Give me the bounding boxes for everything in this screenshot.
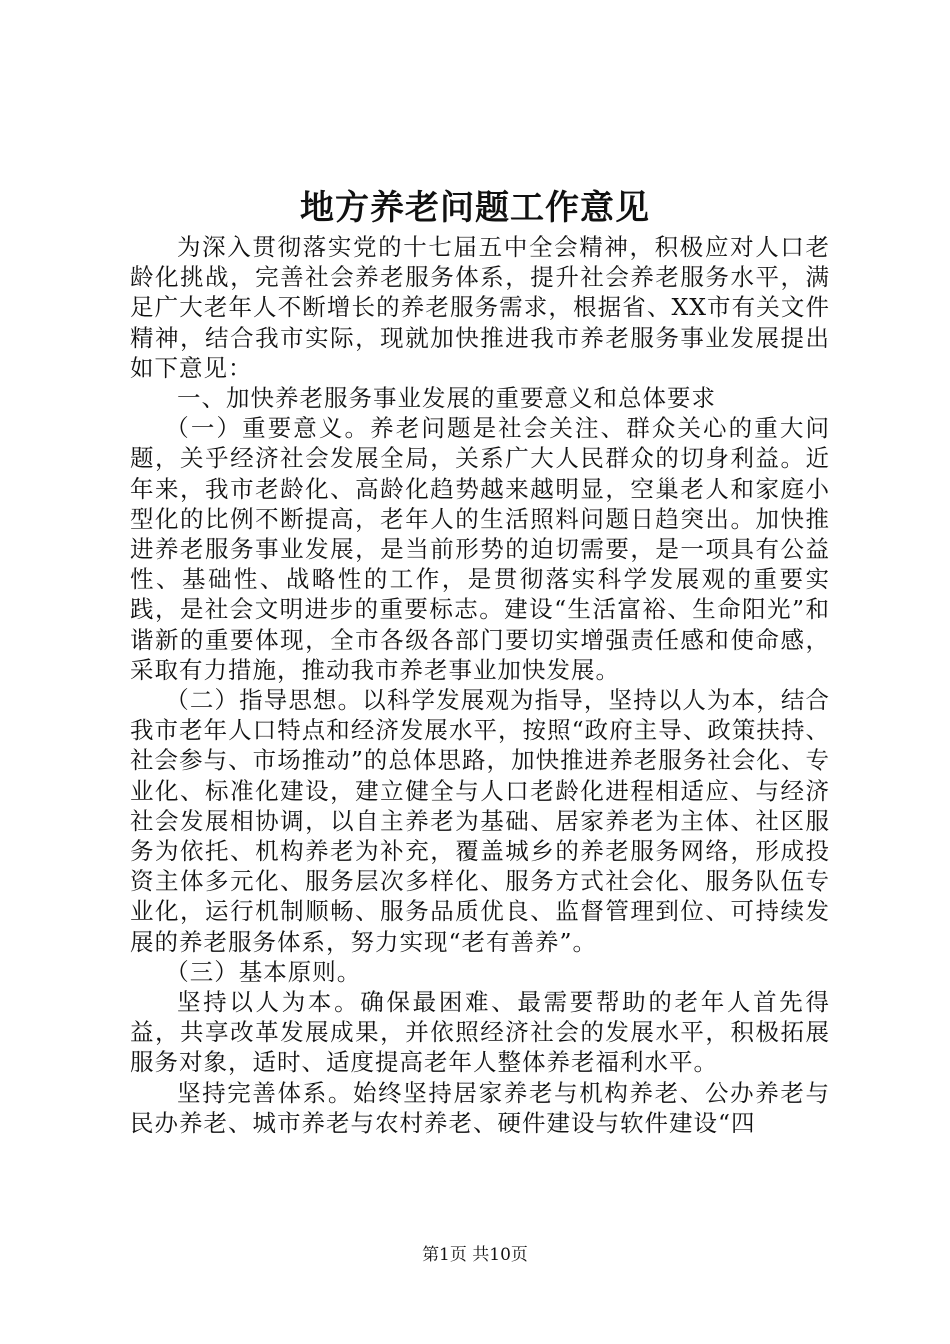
page-footer: 第1页 共10页 <box>422 1245 528 1265</box>
document-title: 地方养老问题工作意见 <box>300 188 650 228</box>
paragraph-guiding-ideology: （二）指导思想。以科学发展观为指导，坚持以人为本，结合我市老年人口特点和经济发展水平，按照“政府主导、政策扶持、社会参与、市场推动”的总体思路，加快推进养老服务社会化、专业化、标准化建设，建立健全与人口老龄化进程相适应、与经济社会发展相协调，以自主养老为基础、居家养老为主体、社区服务为依托、机构养老为补充，覆盖城乡的养老服务网络，形成投资主体多元化、服务层次多样化、服务方式社会化、服务队伍专业化，运行机制顺畅、服务品质优良、监督管理到位、可持续发展的养老服务体系，努力实现“老有善养”。 <box>130 686 830 956</box>
document-body <box>130 232 830 1138</box>
paragraph-significance: （一）重要意义。养老问题是社会关注、群众关心的重大问题，关乎经济社会发展全局，关系广大人民群众的切身利益。近年来，我市老龄化、高龄化趋势越来越明显，空巢老人和家庭小型化的比例不断提高，老年人的生活照料问题日趋突出。加快推进养老服务事业发展，是当前形势的迫切需要，是一项具有公益性、基础性、战略性的工作，是贯彻落实科学发展观的重要实践，是社会文明进步的重要标志。建设“生活富裕、生命阳光”和谐新的重要体现，全市各级各部门要切实增强责任感和使命感，采取有力措施，推动我市养老事业加快发展。 <box>130 414 830 684</box>
intro-paragraph: 为深入贯彻落实党的十七届五中全会精神，积极应对人口老龄化挑战，完善社会养老服务体系，提升社会养老服务水平，满足广大老年人不断增长的养老服务需求，根据省、XX市有关文件精神，结合我市实际，现就加快推进我市养老服务事业发展提出如下意见： <box>130 233 830 382</box>
paragraph-improve-system: 坚持完善体系。始终坚持居家养老与机构养老、公办养老与民办养老、城市养老与农村养老、硬件建设与软件建设“四 <box>130 1078 830 1137</box>
paragraph-people-oriented: 坚持以人为本。确保最困难、最需要帮助的老年人首先得益，共享改革发展成果，并依照经济社会的发展水平，积极拓展服务对象，适时、适度提高老年人整体养老福利水平。 <box>130 988 830 1077</box>
section-heading: 一、加快养老服务事业发展的重要意义和总体要求 <box>177 384 716 413</box>
paragraph-basic-principles: （三）基本原则。 <box>165 957 362 986</box>
